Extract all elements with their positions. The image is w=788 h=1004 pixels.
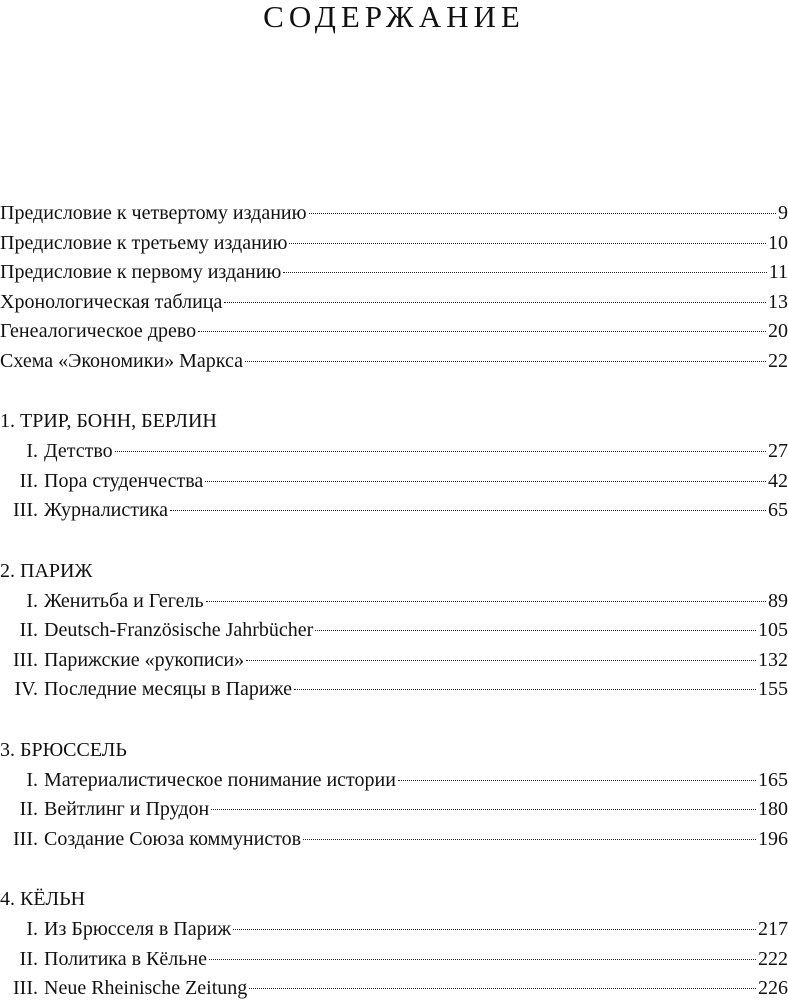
dot-leader	[315, 630, 756, 631]
toc-entry	[0, 467, 788, 497]
toc-entry-page: 222	[758, 947, 788, 970]
part-heading: 4. КЁЛЬН	[0, 888, 86, 910]
dot-leader	[245, 361, 766, 362]
toc-entry-label: Пора студенчества	[44, 469, 204, 492]
part-heading: 1. ТРИР, БОНН, БЕРЛИН	[0, 410, 217, 432]
toc-entry	[0, 587, 788, 617]
toc-entry	[0, 646, 788, 676]
toc-entry-page: 65	[768, 499, 788, 521]
toc-entry	[0, 766, 788, 796]
toc-entry-label: Neue Rheinische Zeitung	[44, 977, 248, 999]
toc-entry-label: Материалистическое понимание истории	[44, 768, 396, 791]
part-heading: 2. ПАРИЖ	[0, 559, 93, 582]
dot-leader	[283, 272, 766, 273]
toc-entry-label: Генеалогическое древо	[0, 320, 197, 342]
toc-entry-label: Последние месяцы в Париже	[44, 678, 293, 700]
toc-entry	[0, 795, 788, 825]
toc-entry-label: Женитьба и Гегель	[44, 589, 204, 612]
toc-entry	[0, 616, 788, 646]
toc-entry-page: 20	[768, 320, 788, 342]
chapter-number: I.	[26, 918, 38, 940]
dot-leader	[398, 780, 756, 781]
toc-entry-page: 9	[778, 202, 788, 224]
table-of-contents	[0, 199, 788, 1004]
toc-entry-page: 10	[768, 231, 788, 254]
chapter-number: II.	[19, 619, 38, 641]
dot-leader	[170, 510, 766, 511]
chapter-number: III.	[13, 977, 38, 999]
dot-leader	[115, 451, 766, 452]
toc-entry-page: 196	[758, 827, 788, 850]
toc-entry	[0, 437, 788, 467]
dot-leader	[309, 213, 776, 214]
chapter-number: III.	[13, 827, 38, 850]
chapter-number: II.	[19, 947, 38, 970]
toc-entry	[0, 229, 788, 259]
toc-entry-page: 226	[758, 977, 788, 999]
toc-entry-page: 13	[768, 290, 788, 313]
toc-entry-page: 89	[768, 589, 788, 612]
dot-leader	[211, 809, 756, 810]
toc-entry-label: Предисловие к первому изданию	[0, 261, 282, 283]
toc-entry-page: 27	[768, 440, 788, 462]
toc-entry-page: 217	[758, 918, 788, 940]
toc-entry	[0, 496, 788, 526]
dot-leader	[198, 331, 766, 332]
toc-entry-page: 42	[768, 469, 788, 492]
toc-entry	[0, 347, 788, 377]
toc-entry	[0, 974, 788, 1004]
toc-entry	[0, 199, 788, 229]
toc-entry-label: Хронологическая таблица	[0, 290, 223, 313]
toc-entry-label: Предисловие к третьему изданию	[0, 231, 288, 254]
dot-leader	[209, 959, 756, 960]
toc-entry-page: 22	[768, 349, 788, 372]
toc-entry	[0, 288, 788, 318]
dot-leader	[289, 243, 766, 244]
toc-entry-page: 105	[758, 619, 788, 641]
dot-leader	[224, 302, 766, 303]
dot-leader	[206, 601, 766, 602]
toc-entry-label: Создание Союза коммунистов	[44, 827, 302, 850]
toc-entry-label: Из Брюсселя в Париж	[44, 918, 232, 940]
page-title: СОДЕРЖАНИЕ	[263, 0, 525, 34]
chapter-number: III.	[13, 648, 38, 671]
dot-leader	[246, 660, 756, 661]
toc-entry-page: 155	[758, 678, 788, 700]
toc-entry-label: Предисловие к четвертому изданию	[0, 202, 307, 224]
toc-entry	[0, 915, 788, 945]
toc-entry	[0, 317, 788, 347]
chapter-number: I.	[26, 589, 38, 612]
part-heading: 3. БРЮССЕЛЬ	[0, 738, 127, 761]
chapter-number: IV.	[14, 678, 38, 700]
toc-entry-label: Вейтлинг и Прудон	[44, 798, 210, 820]
dot-leader	[249, 988, 756, 989]
toc-entry-label: Парижские «рукописи»	[44, 648, 245, 671]
toc-entry-page: 165	[758, 768, 788, 791]
toc-entry	[0, 825, 788, 855]
toc-entry	[0, 945, 788, 975]
toc-entry-label: Схема «Экономики» Маркса	[0, 349, 243, 372]
toc-entry-label: Детство	[44, 440, 113, 462]
toc-entry-page: 132	[758, 648, 788, 671]
dot-leader	[205, 481, 766, 482]
toc-entry	[0, 675, 788, 705]
chapter-number: II.	[19, 469, 38, 492]
dot-leader	[303, 839, 756, 840]
dot-leader	[294, 689, 756, 690]
chapter-number: I.	[26, 768, 38, 791]
chapter-number: II.	[19, 798, 38, 820]
toc-entry	[0, 258, 788, 288]
toc-entry-page: 11	[768, 261, 788, 283]
toc-entry-label: Журналистика	[44, 499, 168, 521]
dot-leader	[233, 929, 756, 930]
chapter-number: I.	[26, 440, 38, 462]
toc-entry-label: Политика в Кёльне	[44, 947, 207, 970]
toc-entry-label: Deutsch-Französische Jahrbücher	[44, 619, 314, 641]
chapter-number: III.	[13, 499, 38, 521]
toc-entry-page: 180	[758, 798, 788, 820]
